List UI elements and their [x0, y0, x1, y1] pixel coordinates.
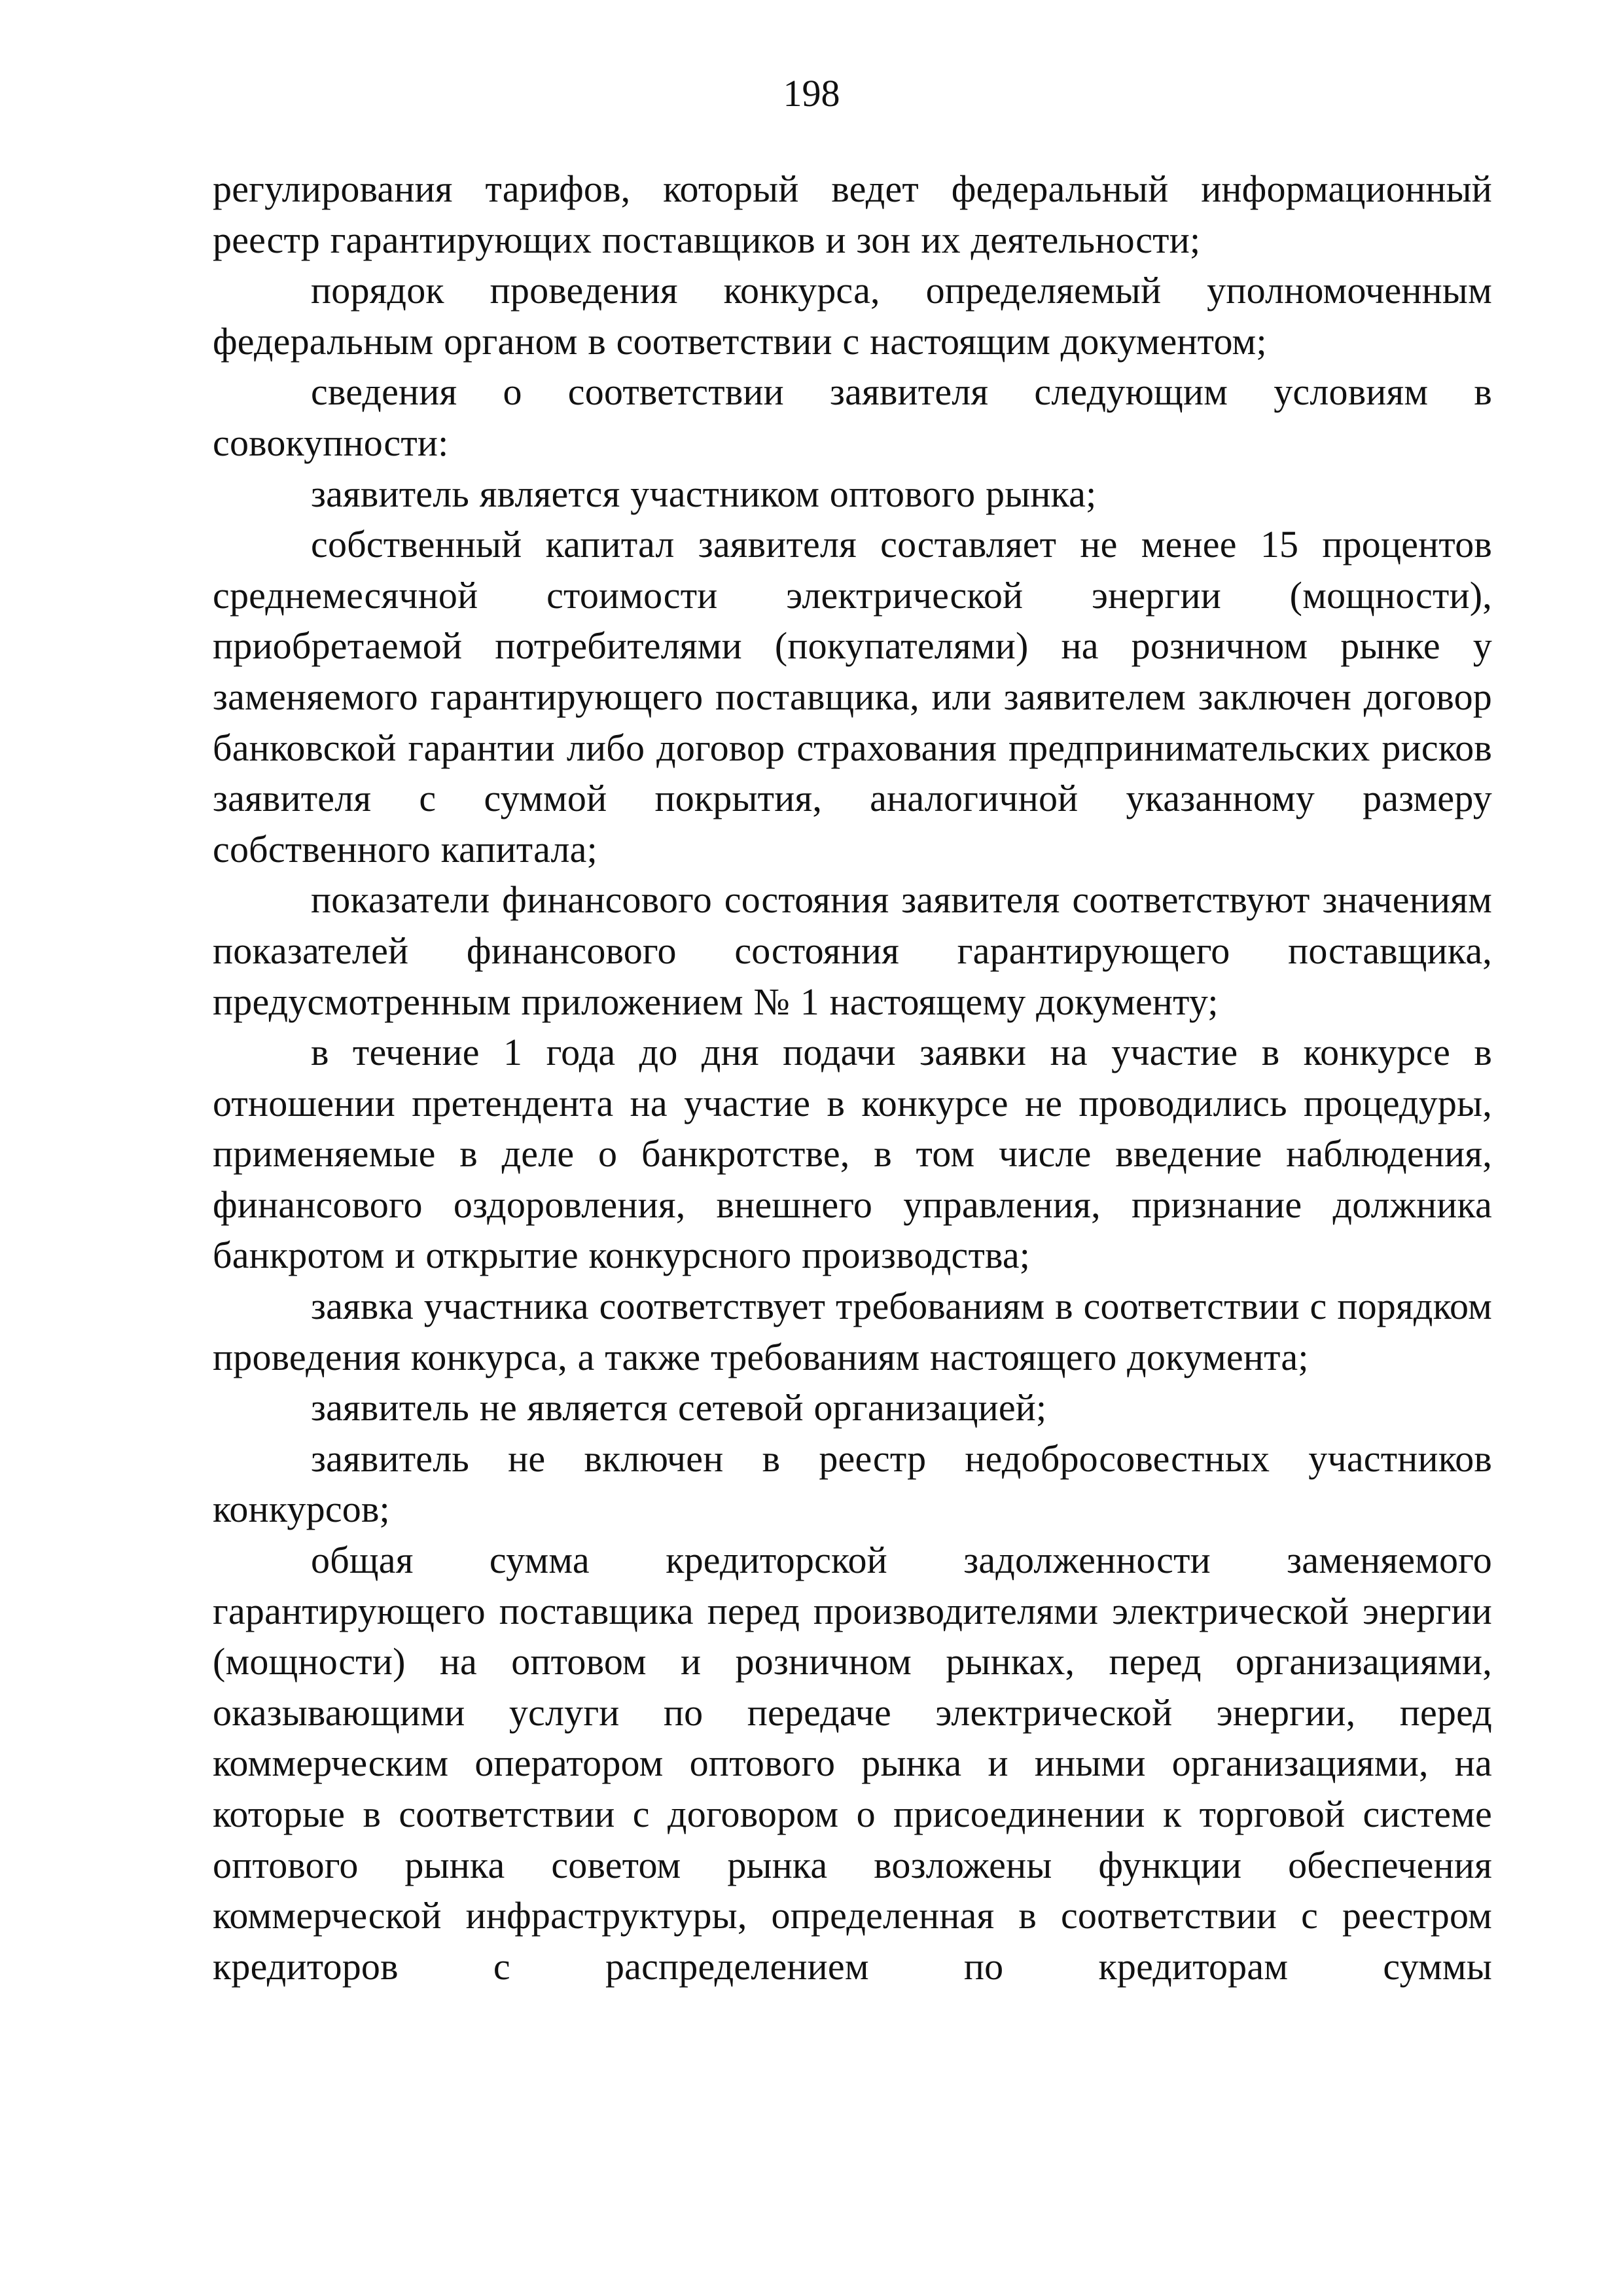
paragraph-application-compliance: заявка участника соответствует требованиям в соответствии с порядком проведения конкурса, а также требованиям настоящего документа; — [213, 1285, 1492, 1378]
document-body — [213, 164, 1492, 1992]
page-number: 198 — [783, 72, 840, 115]
paragraph-no-bankruptcy: в течение 1 года до дня подачи заявки на участие в конкурсе в отношении претендента на участие в конкурсе не проводились процедуры, применяемые в деле о банкротстве, в том числе введение наблюдения, финансового оздоровления, внешнего управления, признание должника банкротом и открытие конкурсного производства; — [213, 1031, 1492, 1277]
paragraph-tender-procedure: порядок проведения конкурса, определяемый уполномоченным федеральным органом в соответствии с настоящим документом; — [213, 269, 1492, 363]
paragraph-not-network-organization: заявитель не является сетевой организацией; — [311, 1386, 1047, 1429]
paragraph-wholesale-market-participant: заявитель является участником оптового рынка; — [311, 472, 1097, 515]
paragraph-equity-capital: собственный капитал заявителя составляет не менее 15 процентов среднемесячной стоимости электрической энергии (мощности), приобретаемой потребителями (покупателями) на розничном рынке у заменяемого гарантирующего поставщика, или заявителем заключен договор банковской гарантии либо договор страхования предпринимательских рисков заявителя с суммой покрытия, аналогичной указанному размеру собственного капитала; — [213, 523, 1492, 870]
paragraph-not-in-bad-faith-registry: заявитель не включен в реестр недобросовестных участников конкурсов; — [213, 1437, 1492, 1531]
paragraph-applicant-conditions: сведения о соответствии заявителя следующим условиям в совокупности: — [213, 370, 1492, 464]
paragraph-accounts-payable: общая сумма кредиторской задолженности заменяемого гарантирующего поставщика перед производителями электрической энергии (мощности) на оптовом и розничном рынках, перед организациями, оказывающими услуги по передаче электрической энергии, перед коммерческим оператором оптового рынка и иными организациями, на которые в соответствии с договором о присоединении к торговой системе оптового рынка советом рынка возложены функции обеспечения коммерческой инфраструктуры, определенная в соответствии с реестром кредиторов с распределением по кредиторам суммы — [213, 1539, 1492, 1988]
paragraph-financial-indicators: показатели финансового состояния заявителя соответствуют значениям показателей финансового состояния гарантирующего поставщика, предусмотренным приложением № 1 настоящему документу; — [213, 878, 1492, 1023]
paragraph-tariff-regulation-registry: регулирования тарифов, который ведет федеральный информационный реестр гарантирующих поставщиков и зон их деятельности; — [213, 168, 1492, 261]
